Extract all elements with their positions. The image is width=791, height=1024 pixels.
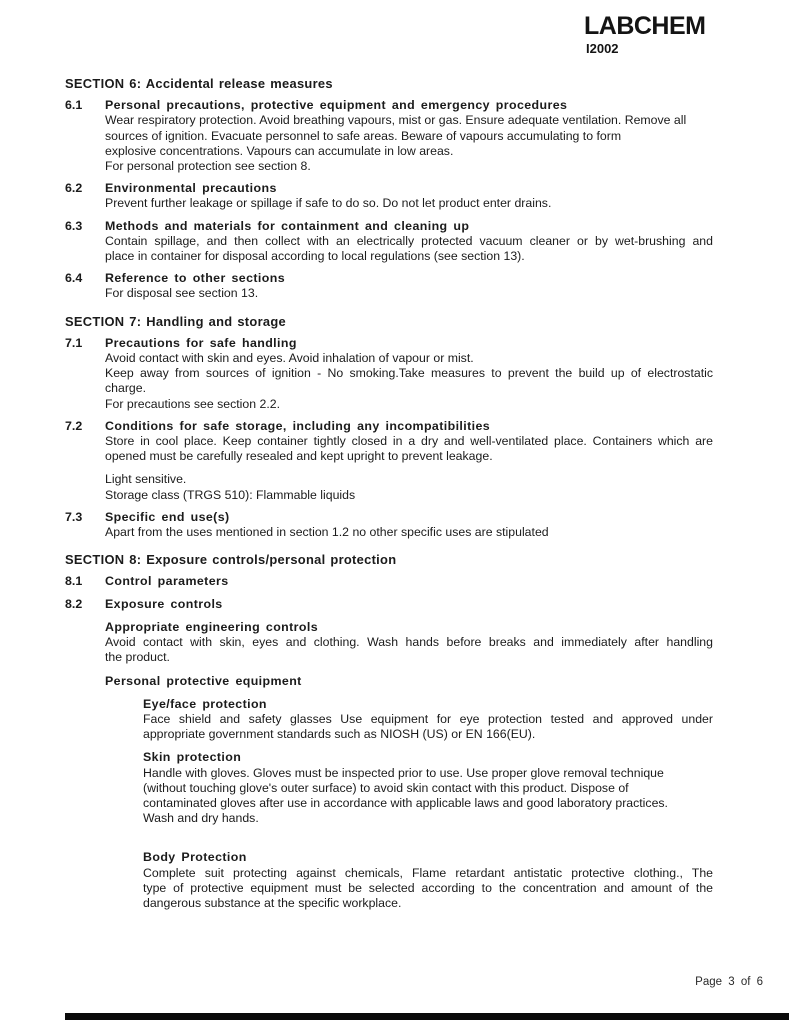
item-heading: Personal precautions, protective equipment and emergency procedures <box>105 98 568 113</box>
body-line: Contain spillage, and then collect with an electrically protected vacuum cleaner or by wet-brushing and <box>105 233 713 248</box>
item-heading: Environmental precautions <box>105 181 277 196</box>
item-6-2 <box>65 181 713 211</box>
item-6-3 <box>65 219 713 265</box>
footer-rule-bar <box>65 1013 789 1020</box>
item-6-4 <box>65 271 713 301</box>
item-8-1 <box>65 574 713 589</box>
body-line: contaminated gloves after use in accordance with applicable laws and good laboratory practices. <box>143 795 668 810</box>
product-code: I2002 <box>586 41 619 56</box>
item-number: 8.2 <box>65 596 83 611</box>
body-line: type of protective equipment must be selected according to the concentration and amount of the <box>143 880 713 895</box>
body-line: Store in cool place. Keep container tightly closed in a dry and well-ventilated place. Containers which are <box>105 434 713 449</box>
body-line: Wear respiratory protection. Avoid breathing vapours, mist or gas. Ensure adequate ventilation. Remove all <box>105 113 687 128</box>
body-line: charge. <box>105 381 147 396</box>
item-heading: Control parameters <box>105 574 229 589</box>
item-heading: Exposure controls <box>105 596 223 611</box>
section-8-title: SECTION 8: Exposure controls/personal protection <box>65 552 397 568</box>
body-line: opened must be carefully resealed and kept upright to prevent leakage. <box>105 449 493 464</box>
block-eye-face-protection <box>143 697 713 743</box>
item-heading: Precautions for safe handling <box>105 335 297 350</box>
block-heading: Appropriate engineering controls <box>105 619 319 634</box>
item-body <box>105 113 713 174</box>
body-line: the product. <box>105 650 170 665</box>
item-number: 7.2 <box>65 418 83 433</box>
body-line: Prevent further leakage or spillage if safe to do so. Do not let product enter drains. <box>105 196 552 211</box>
body-line: Apart from the uses mentioned in section 1.2 no other specific uses are stipulated <box>105 525 549 540</box>
item-body <box>105 351 713 412</box>
block-engineering-controls <box>105 620 713 666</box>
block-heading: Personal protective equipment <box>105 673 302 688</box>
item-heading: Methods and materials for containment and cleaning up <box>105 218 470 233</box>
body-line: Face shield and safety glasses Use equipment for eye protection tested and approved under <box>143 711 713 726</box>
block-heading: Skin protection <box>143 750 242 765</box>
body-line: Avoid contact with skin and eyes. Avoid inhalation of vapour or mist. <box>105 351 474 366</box>
section-7-title: SECTION 7: Handling and storage <box>65 313 287 329</box>
body-line: Storage class (TRGS 510): Flammable liquids <box>105 487 356 502</box>
item-heading: Specific end use(s) <box>105 509 230 524</box>
body-line: For precautions see section 2.2. <box>105 396 280 411</box>
page-number: Page 3 of 6 <box>695 976 763 988</box>
item-8-2 <box>65 597 713 612</box>
block-body-protection <box>143 850 713 911</box>
paragraph-gap <box>105 464 713 472</box>
item-number: 6.2 <box>65 181 83 196</box>
body-line: Handle with gloves. Gloves must be inspected prior to use. Use proper glove removal technique <box>143 765 664 780</box>
body-line: For personal protection see section 8. <box>105 159 311 174</box>
body-line: (without touching glove's outer surface) to avoid skin contact with this product. Dispose of <box>143 780 629 795</box>
block-skin-protection <box>143 750 713 826</box>
item-number: 8.1 <box>65 574 83 589</box>
brand-logo: LABCHEM <box>584 12 706 40</box>
item-body <box>105 286 713 301</box>
body-line: Keep away from sources of ignition - No smoking.Take measures to prevent the build up of electrostatic <box>105 366 713 381</box>
body-line: sources of ignition. Evacuate personnel to safe areas. Beware of vapours accumulating to form <box>105 128 622 143</box>
block-heading: Eye/face protection <box>143 696 267 711</box>
item-number: 7.3 <box>65 509 83 524</box>
item-body <box>105 434 713 503</box>
item-body <box>105 196 713 211</box>
item-number: 7.1 <box>65 335 83 350</box>
item-7-1 <box>65 336 713 412</box>
body-line: Wash and dry hands. <box>143 811 259 826</box>
body-line: dangerous substance at the specific workplace. <box>143 895 402 910</box>
item-7-3 <box>65 510 713 540</box>
body-line: explosive concentrations. Vapours can accumulate in low areas. <box>105 143 454 158</box>
body-line: Light sensitive. <box>105 472 187 487</box>
block-personal-protective-equipment <box>105 674 713 689</box>
item-number: 6.4 <box>65 271 83 286</box>
item-number: 6.1 <box>65 98 83 113</box>
body-line: Avoid contact with skin, eyes and clothing. Wash hands before breaks and immediately after handling <box>105 635 713 650</box>
item-number: 6.3 <box>65 218 83 233</box>
body-line: appropriate government standards such as NIOSH (US) or EN 166(EU). <box>143 727 536 742</box>
item-body <box>105 234 713 264</box>
item-body <box>105 525 713 540</box>
item-heading: Reference to other sections <box>105 271 285 286</box>
body-line: place in container for disposal according to local regulations (see section 13). <box>105 249 525 264</box>
item-6-1 <box>65 98 713 174</box>
body-line: Complete suit protecting against chemicals, Flame retardant antistatic protective clothing., The <box>143 865 713 880</box>
item-heading: Conditions for safe storage, including any incompatibilities <box>105 418 491 433</box>
item-7-2 <box>65 419 713 503</box>
block-heading: Body Protection <box>143 850 247 865</box>
body-line: For disposal see section 13. <box>105 286 259 301</box>
section-6-title: SECTION 6: Accidental release measures <box>65 76 333 91</box>
